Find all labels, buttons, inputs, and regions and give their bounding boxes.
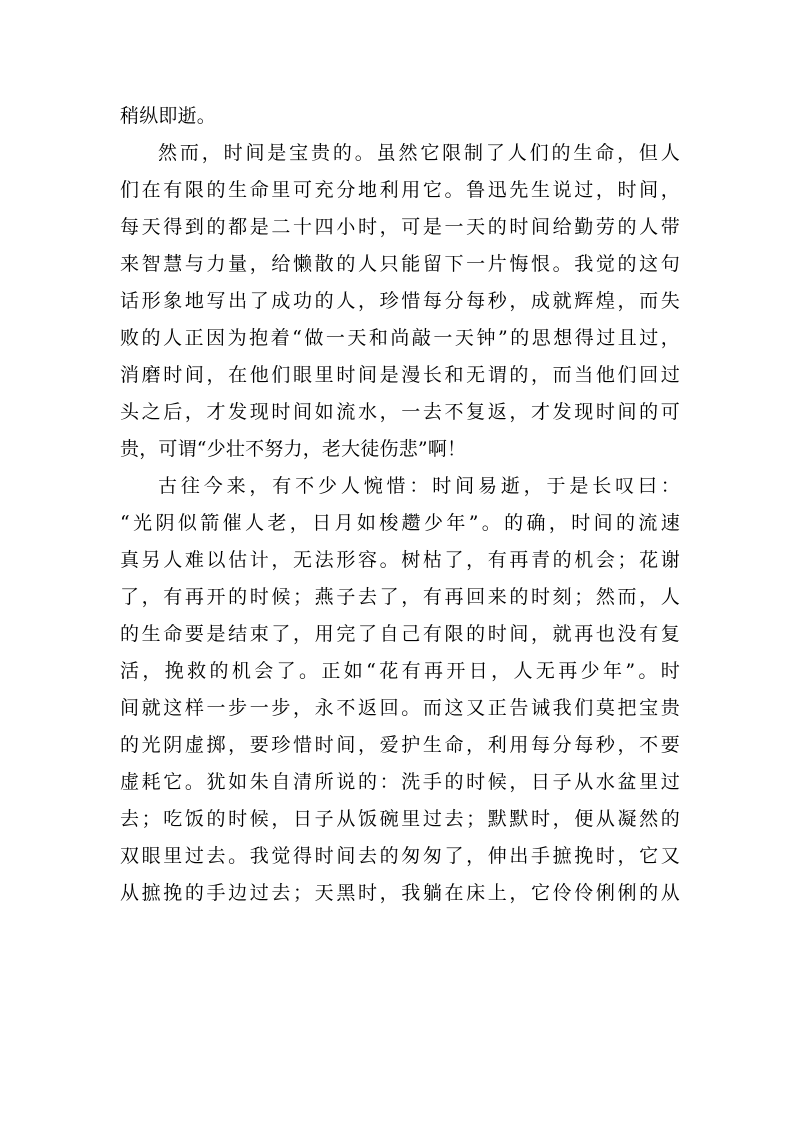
text-line: 虚耗它。犹如朱自清所说的：洗手的时候，日子从水盆里过 bbox=[120, 771, 680, 793]
text-line: 活，挽救的机会了。正如“花有再开日，人无再少年”。时 bbox=[120, 660, 680, 682]
text-line: 稍纵即逝。 bbox=[120, 105, 217, 127]
text-line: 从摭挽的手边过去；天黑时，我躺在床上，它伶伶俐俐的从 bbox=[120, 882, 680, 904]
text-line: 的生命要是结束了，用完了自己有限的时间，就再也没有复 bbox=[120, 623, 680, 645]
text-line: 然而，时间是宝贵的。虽然它限制了人们的生命，但人 bbox=[158, 142, 680, 164]
text-line: 的光阴虚掷，要珍惜时间，爱护生命，利用每分每秒，不要 bbox=[120, 734, 680, 756]
text-line: 话形象地写出了成功的人，珍惜每分每秒，成就辉煌，而失 bbox=[120, 290, 680, 312]
essay-text bbox=[120, 98, 680, 912]
text-line: 贵，可谓“少壮不努力，老大徒伤悲”啊！ bbox=[120, 438, 467, 460]
text-line: 消磨时间，在他们眼里时间是漫长和无谓的，而当他们回过 bbox=[120, 364, 680, 386]
text-line: 双眼里过去。我觉得时间去的匆匆了，伸出手摭挽时，它又 bbox=[120, 845, 680, 867]
text-line: 了，有再开的时候；燕子去了，有再回来的时刻；然而，人 bbox=[120, 586, 680, 608]
text-line: 古往今来，有不少人惋惜：时间易逝，于是长叹曰： bbox=[158, 475, 680, 497]
text-line: 去；吃饭的时候，日子从饭碗里过去；默默时，便从凝然的 bbox=[120, 808, 680, 830]
text-line: 败的人正因为抱着“做一天和尚敲一天钟”的思想得过且过， bbox=[120, 327, 680, 349]
text-line: 真另人难以估计，无法形容。树枯了，有再青的机会；花谢 bbox=[120, 549, 680, 571]
text-line: 每天得到的都是二十四小时，可是一天的时间给勤劳的人带 bbox=[120, 216, 680, 238]
text-line: 间就这样一步一步，永不返回。而这又正告诫我们莫把宝贵 bbox=[120, 697, 680, 719]
text-line: 头之后，才发现时间如流水，一去不复返，才发现时间的可 bbox=[120, 401, 680, 423]
text-line: 们在有限的生命里可充分地利用它。鲁迅先生说过，时间， bbox=[120, 179, 680, 201]
text-line: “光阴似箭催人老，日月如梭趱少年”。的确，时间的流速 bbox=[120, 512, 680, 534]
text-line: 来智慧与力量，给懒散的人只能留下一片悔恨。我觉的这句 bbox=[120, 253, 680, 275]
